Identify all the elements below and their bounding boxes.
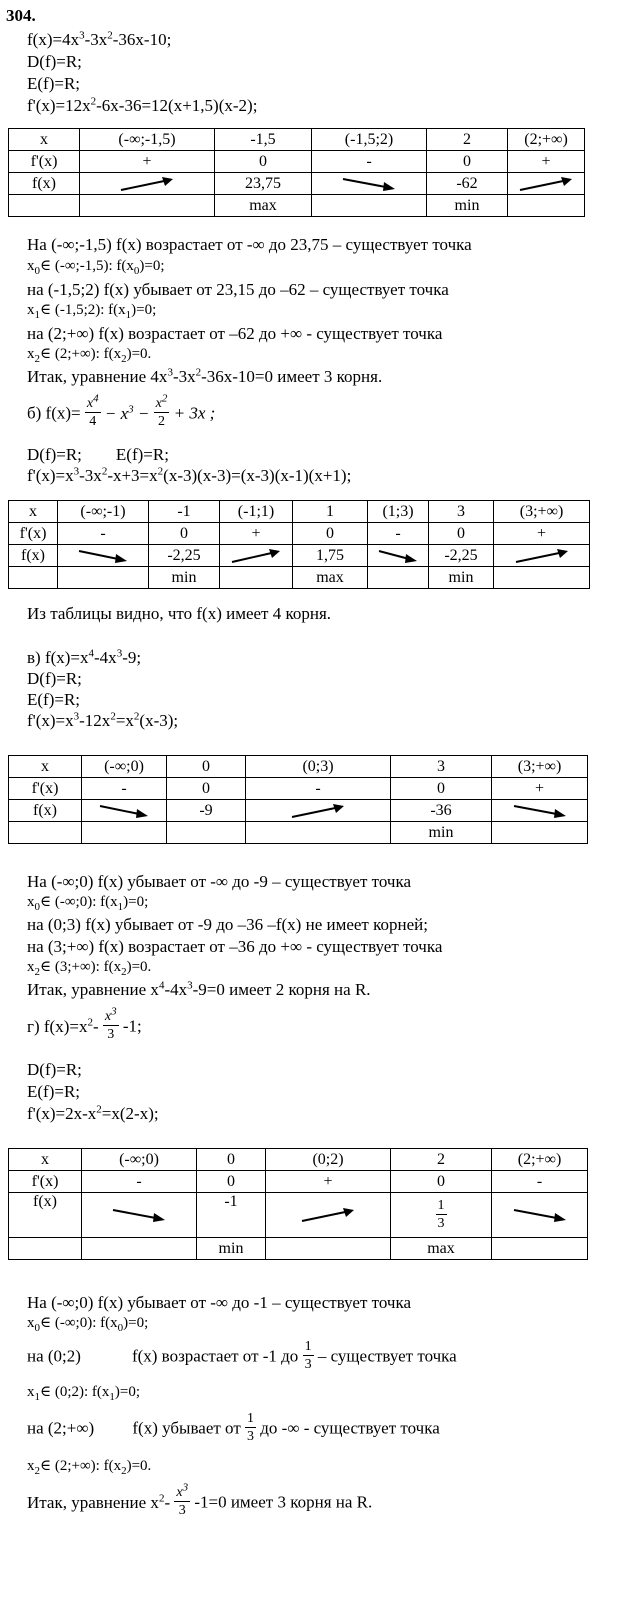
- table-row: f(x) -1 $\frac{1}{3}$: [9, 1193, 588, 1238]
- function-definition-g: г) $f(x)=x^2-$ $\frac{x^3}{3}$ -1;: [27, 1005, 142, 1042]
- function-definition-v: в) $f(x)=x^4-4x^3-9$;: [27, 647, 142, 667]
- decreasing-arrow-icon: [312, 173, 427, 195]
- decreasing-arrow-icon: [82, 800, 167, 822]
- decreasing-arrow-icon: [82, 1193, 197, 1238]
- analysis-text: на (3;+∞) f(x) возрастает от –36 до +∞ - существует точка: [27, 937, 443, 956]
- table-row: f(x) 23,75 -62: [9, 173, 585, 195]
- domain-line: D(f)=R;: [27, 1060, 82, 1079]
- table-row: f(x) -2,25 1,75 -2,25: [9, 545, 590, 567]
- increasing-arrow-icon: [508, 173, 585, 195]
- function-definition: $f(x)=4x^3-3x^2-36x-10$;: [27, 29, 172, 49]
- decreasing-arrow-icon: [492, 1193, 588, 1238]
- variation-table-a: [8, 128, 585, 217]
- analysis-text: $x_0\in$ (-∞;0): $f(x_1)=0$;: [27, 894, 149, 913]
- conclusion-text: Из таблицы видно, что f(x) имеет 4 корня.: [27, 604, 332, 623]
- analysis-text: $x_0\in$ (-∞;-1,5): $f(x_0)=0$;: [27, 258, 165, 277]
- increasing-arrow-icon: [494, 545, 590, 567]
- analysis-text: На (-∞;-1,5) f(x) возрастает от -∞ до 23,75 – существует точка: [27, 235, 472, 254]
- derivative-line: $f'(x)=x^3-3x^2-x+3=x^2(x-3)(x-3)=(x-3)(x-1)(x+1)$;: [27, 465, 352, 485]
- table-row: f(x) -9 -36: [9, 800, 588, 822]
- table-row: f'(x) - 0 + 0 -: [9, 1171, 588, 1193]
- analysis-text: $x_2\in$ (2;+∞): $f(x_2)=0$.: [27, 346, 152, 365]
- variation-table-g: [8, 1148, 588, 1260]
- increasing-arrow-icon: [246, 800, 391, 822]
- table-row: x (-∞;0) 0 (0;2) 2 (2;+∞): [9, 1149, 588, 1171]
- analysis-text: $x_1\in$ (-1,5;2): $f(x_1)=0$;: [27, 302, 157, 321]
- function-definition-b: б) f(x)= $\frac{x^4}{4}$ − $x^3$ − $\frac{x^2}{2}$ + 3x ;: [27, 392, 216, 429]
- domain-line: D(f)=R;: [27, 669, 82, 688]
- table-row: min max: [9, 1238, 588, 1260]
- derivative-line: $f'(x)=2x-x^2=x(2-x)$;: [27, 1103, 159, 1123]
- analysis-text: на (-1,5;2) f(x) убывает от 23,15 до –62 – существует точка: [27, 280, 449, 299]
- range-line: E(f)=R;: [27, 1082, 81, 1101]
- conclusion-text: Итак, уравнение $x^4-4x^3-9=0$ имеет 2 корня на R.: [27, 979, 371, 999]
- table-row: f'(x) - 0 - 0 +: [9, 778, 588, 800]
- derivative-line: $f'(x)=x^3-12x^2=x^2(x-3)$;: [27, 710, 179, 730]
- analysis-text: $x_2\in$ (3;+∞): $f(x_2)=0$.: [27, 959, 152, 978]
- decreasing-arrow-icon: [368, 545, 429, 567]
- table-row: f'(x) + 0 - 0 +: [9, 151, 585, 173]
- domain-range-line: D(f)=R; E(f)=R;: [27, 445, 169, 464]
- conclusion-text: Итак, уравнение $4x^3-3x^2-36x-10=0$ имеет 3 корня.: [27, 366, 383, 386]
- variation-table-b: [8, 500, 590, 589]
- range-line: E(f)=R;: [27, 74, 81, 93]
- analysis-text: на (0;3) f(x) убывает от -9 до –36 –f(x) не имеет корней;: [27, 915, 428, 934]
- analysis-text: $x_0\in$ (-∞;0): $f(x_0)=0$;: [27, 1315, 149, 1334]
- analysis-text: на (0;2) f(x) возрастает от -1 до $\frac{1}{3}$ – существует точка: [27, 1339, 457, 1372]
- table-row: x (-∞;-1,5) -1,5 (-1,5;2) 2 (2;+∞): [9, 129, 585, 151]
- analysis-text: на (2;+∞) f(x) возрастает от –62 до +∞ - существует точка: [27, 324, 443, 343]
- analysis-text: На (-∞;0) f(x) убывает от -∞ до -1 – существует точка: [27, 1293, 412, 1312]
- increasing-arrow-icon: [80, 173, 215, 195]
- table-row: min: [9, 822, 588, 844]
- increasing-arrow-icon: [220, 545, 293, 567]
- range-line: E(f)=R;: [27, 690, 81, 709]
- variation-table-v: [8, 755, 588, 844]
- analysis-text: $x_2\in$ (2;+∞): $f(x_2)=0$.: [27, 1458, 152, 1477]
- table-row: f'(x) - 0 + 0 - 0 +: [9, 523, 590, 545]
- derivative-line: $f'(x)=12x^2-6x-36=12(x+1,5)(x-2)$;: [27, 95, 258, 115]
- decreasing-arrow-icon: [492, 800, 588, 822]
- table-row: x (-∞;-1) -1 (-1;1) 1 (1;3) 3 (3;+∞): [9, 501, 590, 523]
- decreasing-arrow-icon: [58, 545, 149, 567]
- analysis-text: На (-∞;0) f(x) убывает от -∞ до -9 – существует точка: [27, 872, 412, 891]
- table-row: x (-∞;0) 0 (0;3) 3 (3;+∞): [9, 756, 588, 778]
- analysis-text: $x_1\in$ (0;2): $f(x_1)=0$;: [27, 1384, 141, 1403]
- increasing-arrow-icon: [266, 1193, 391, 1238]
- problem-number: 304.: [6, 6, 36, 25]
- table-row: min max min: [9, 567, 590, 589]
- analysis-text: на (2;+∞) f(x) убывает от $\frac{1}{3}$ до -∞ - существует точка: [27, 1411, 440, 1444]
- conclusion-text: Итак, уравнение $x^2-$ $\frac{x^3}{3}$ -1=0 имеет 3 корня на R.: [27, 1481, 373, 1518]
- domain-line: D(f)=R;: [27, 52, 82, 71]
- fraction-one-third: $\frac{1}{3}$: [391, 1193, 492, 1238]
- table-row: max min: [9, 195, 585, 217]
